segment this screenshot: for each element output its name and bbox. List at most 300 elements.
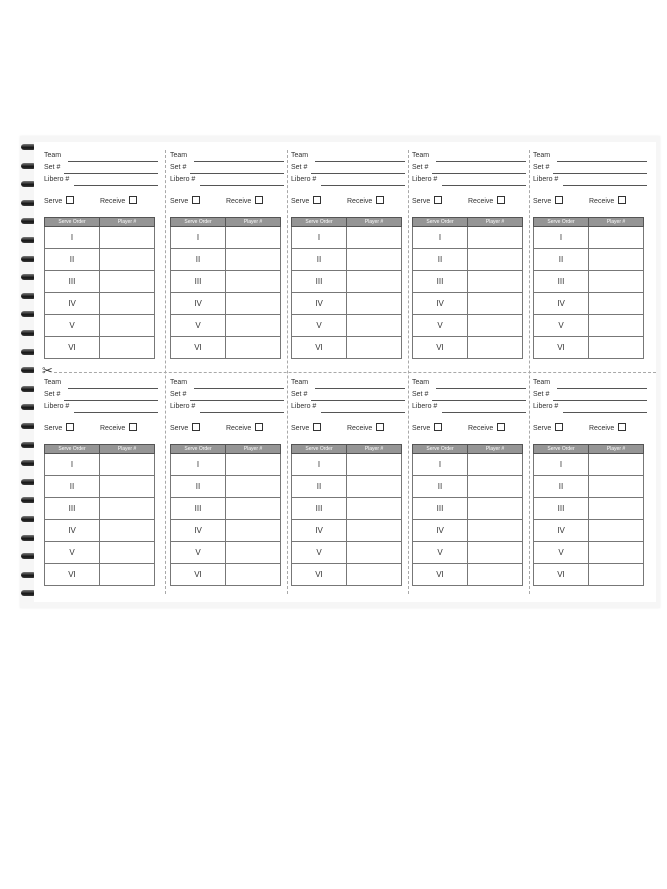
player-number-cell[interactable] bbox=[468, 454, 523, 476]
serve-order-table bbox=[291, 444, 402, 586]
rotation-number: III bbox=[292, 498, 347, 520]
player-number-cell[interactable] bbox=[589, 315, 644, 337]
table-header-row bbox=[292, 218, 402, 227]
receive-checkbox[interactable] bbox=[497, 423, 505, 431]
lineup-card bbox=[44, 152, 156, 364]
table-row bbox=[534, 315, 644, 337]
team-field-input-line[interactable] bbox=[315, 388, 405, 389]
serve-order-table bbox=[291, 217, 402, 359]
rotation-number: IV bbox=[413, 520, 468, 542]
serve-checkbox[interactable] bbox=[66, 423, 74, 431]
serve-order-header: Serve Order bbox=[171, 445, 226, 454]
team-field-label: Team bbox=[291, 379, 309, 386]
player-number-header: Player # bbox=[347, 445, 402, 454]
libero-field-input-line[interactable] bbox=[74, 412, 158, 413]
serve-option bbox=[170, 423, 200, 432]
player-number-cell[interactable] bbox=[100, 249, 155, 271]
rotation-number: III bbox=[534, 271, 589, 293]
libero-field bbox=[170, 176, 284, 186]
rotation-number: III bbox=[171, 271, 226, 293]
team-field-label: Team bbox=[533, 379, 551, 386]
receive-option bbox=[347, 196, 384, 205]
rotation-number: IV bbox=[171, 293, 226, 315]
serve-option bbox=[291, 423, 321, 432]
player-number-cell[interactable] bbox=[100, 293, 155, 315]
player-number-cell[interactable] bbox=[589, 337, 644, 359]
libero-field-label: Libero # bbox=[44, 403, 70, 410]
player-number-cell[interactable] bbox=[468, 271, 523, 293]
rotation-number: I bbox=[171, 454, 226, 476]
serve-order-header: Serve Order bbox=[45, 218, 100, 227]
table-row bbox=[171, 249, 281, 271]
table-row bbox=[292, 564, 402, 586]
table-row bbox=[45, 249, 155, 271]
libero-field-input-line[interactable] bbox=[321, 412, 405, 413]
player-number-cell[interactable] bbox=[589, 271, 644, 293]
libero-field bbox=[44, 176, 158, 186]
table-row bbox=[45, 542, 155, 564]
serve-checkbox[interactable] bbox=[66, 196, 74, 204]
serve-order-header: Serve Order bbox=[292, 445, 347, 454]
serve-label: Serve bbox=[291, 425, 310, 432]
serve-option bbox=[533, 423, 563, 432]
player-number-cell[interactable] bbox=[589, 476, 644, 498]
serve-receive-options bbox=[533, 196, 647, 206]
team-field-label: Team bbox=[170, 152, 188, 159]
libero-field bbox=[291, 176, 405, 186]
set-field-input-line[interactable] bbox=[190, 173, 284, 174]
rotation-number: I bbox=[534, 454, 589, 476]
rotation-number: V bbox=[413, 315, 468, 337]
set-field-label: Set # bbox=[44, 391, 61, 398]
rotation-number: III bbox=[45, 271, 100, 293]
table-row bbox=[534, 271, 644, 293]
player-number-cell[interactable] bbox=[589, 227, 644, 249]
serve-option bbox=[44, 423, 74, 432]
player-number-cell[interactable] bbox=[226, 498, 281, 520]
set-field-input-line[interactable] bbox=[553, 400, 647, 401]
receive-option bbox=[347, 423, 384, 432]
serve-option bbox=[533, 196, 563, 205]
libero-field-input-line[interactable] bbox=[442, 185, 526, 186]
receive-option bbox=[468, 423, 505, 432]
libero-field-input-line[interactable] bbox=[200, 185, 284, 186]
table-row bbox=[45, 520, 155, 542]
serve-order-table bbox=[412, 217, 523, 359]
receive-checkbox[interactable] bbox=[497, 196, 505, 204]
receive-label: Receive bbox=[589, 198, 615, 205]
serve-checkbox[interactable] bbox=[434, 196, 442, 204]
team-field bbox=[170, 152, 284, 162]
lineup-card bbox=[412, 379, 524, 591]
libero-field-label: Libero # bbox=[412, 403, 438, 410]
table-row bbox=[171, 520, 281, 542]
player-number-header: Player # bbox=[468, 445, 523, 454]
serve-order-table bbox=[533, 217, 644, 359]
serve-option bbox=[412, 423, 442, 432]
set-field-label: Set # bbox=[412, 164, 429, 171]
libero-field-input-line[interactable] bbox=[563, 412, 647, 413]
receive-checkbox[interactable] bbox=[376, 196, 384, 204]
rotation-number: I bbox=[171, 227, 226, 249]
team-field-input-line[interactable] bbox=[68, 388, 158, 389]
table-row bbox=[45, 227, 155, 249]
libero-field-input-line[interactable] bbox=[442, 412, 526, 413]
team-field-label: Team bbox=[291, 152, 309, 159]
rotation-number: VI bbox=[45, 337, 100, 359]
set-field bbox=[44, 391, 158, 401]
rotation-number: V bbox=[534, 542, 589, 564]
serve-receive-options bbox=[412, 196, 526, 206]
player-number-header: Player # bbox=[589, 218, 644, 227]
receive-checkbox[interactable] bbox=[129, 423, 137, 431]
table-row bbox=[413, 542, 523, 564]
serve-order-header: Serve Order bbox=[534, 218, 589, 227]
receive-checkbox[interactable] bbox=[618, 423, 626, 431]
table-row bbox=[45, 454, 155, 476]
serve-order-header: Serve Order bbox=[45, 445, 100, 454]
libero-field-label: Libero # bbox=[412, 176, 438, 183]
set-field bbox=[291, 391, 405, 401]
rotation-number: IV bbox=[45, 293, 100, 315]
rotation-number: III bbox=[292, 271, 347, 293]
table-row bbox=[413, 520, 523, 542]
rotation-number: IV bbox=[534, 293, 589, 315]
set-field-input-line[interactable] bbox=[64, 400, 158, 401]
set-field-input-line[interactable] bbox=[432, 400, 526, 401]
serve-order-table bbox=[533, 444, 644, 586]
rotation-number: V bbox=[292, 315, 347, 337]
player-number-cell[interactable] bbox=[100, 542, 155, 564]
player-number-cell[interactable] bbox=[100, 520, 155, 542]
receive-checkbox[interactable] bbox=[129, 196, 137, 204]
set-field bbox=[412, 391, 526, 401]
serve-receive-options bbox=[44, 196, 158, 206]
team-field-input-line[interactable] bbox=[436, 161, 526, 162]
player-number-cell[interactable] bbox=[347, 293, 402, 315]
table-header-row bbox=[171, 445, 281, 454]
table-header-row bbox=[413, 218, 523, 227]
serve-checkbox[interactable] bbox=[434, 423, 442, 431]
libero-field bbox=[291, 403, 405, 413]
libero-field-input-line[interactable] bbox=[563, 185, 647, 186]
player-number-cell[interactable] bbox=[589, 293, 644, 315]
table-row bbox=[413, 227, 523, 249]
serve-receive-options bbox=[412, 423, 526, 433]
serve-label: Serve bbox=[291, 198, 310, 205]
player-number-cell[interactable] bbox=[347, 542, 402, 564]
lineup-card bbox=[533, 152, 645, 364]
notebook bbox=[20, 136, 660, 608]
serve-checkbox[interactable] bbox=[313, 423, 321, 431]
rotation-number: II bbox=[45, 476, 100, 498]
team-field-input-line[interactable] bbox=[315, 161, 405, 162]
receive-option bbox=[589, 196, 626, 205]
serve-option bbox=[170, 196, 200, 205]
set-field-input-line[interactable] bbox=[190, 400, 284, 401]
set-field bbox=[291, 164, 405, 174]
player-number-cell[interactable] bbox=[100, 476, 155, 498]
team-field-input-line[interactable] bbox=[557, 161, 647, 162]
rotation-number: II bbox=[171, 476, 226, 498]
table-header-row bbox=[292, 445, 402, 454]
team-field bbox=[412, 152, 526, 162]
rotation-number: VI bbox=[534, 564, 589, 586]
player-number-cell[interactable] bbox=[468, 476, 523, 498]
player-number-cell[interactable] bbox=[347, 454, 402, 476]
rotation-number: VI bbox=[171, 337, 226, 359]
rotation-number: V bbox=[413, 542, 468, 564]
table-row bbox=[413, 476, 523, 498]
table-row bbox=[534, 337, 644, 359]
player-number-cell[interactable] bbox=[589, 498, 644, 520]
player-number-cell[interactable] bbox=[589, 564, 644, 586]
team-field-label: Team bbox=[412, 379, 430, 386]
rotation-number: IV bbox=[292, 293, 347, 315]
set-field-input-line[interactable] bbox=[432, 173, 526, 174]
rotation-number: I bbox=[45, 454, 100, 476]
player-number-cell[interactable] bbox=[347, 227, 402, 249]
table-header-row bbox=[171, 218, 281, 227]
rotation-number: I bbox=[292, 454, 347, 476]
table-row bbox=[413, 337, 523, 359]
libero-field-input-line[interactable] bbox=[74, 185, 158, 186]
set-field bbox=[44, 164, 158, 174]
set-field-label: Set # bbox=[412, 391, 429, 398]
table-header-row bbox=[45, 218, 155, 227]
player-number-cell[interactable] bbox=[226, 476, 281, 498]
player-number-cell[interactable] bbox=[100, 315, 155, 337]
serve-label: Serve bbox=[412, 425, 431, 432]
player-number-cell[interactable] bbox=[226, 271, 281, 293]
rotation-number: V bbox=[292, 542, 347, 564]
player-number-cell[interactable] bbox=[226, 564, 281, 586]
receive-checkbox[interactable] bbox=[255, 196, 263, 204]
player-number-cell[interactable] bbox=[100, 454, 155, 476]
serve-receive-options bbox=[533, 423, 647, 433]
receive-option bbox=[226, 196, 263, 205]
team-field-input-line[interactable] bbox=[436, 388, 526, 389]
receive-label: Receive bbox=[100, 425, 126, 432]
table-header-row bbox=[534, 445, 644, 454]
libero-field-input-line[interactable] bbox=[321, 185, 405, 186]
table-row bbox=[171, 227, 281, 249]
receive-checkbox[interactable] bbox=[376, 423, 384, 431]
rotation-number: VI bbox=[413, 337, 468, 359]
team-field-input-line[interactable] bbox=[194, 161, 284, 162]
serve-receive-options bbox=[291, 196, 405, 206]
receive-option bbox=[589, 423, 626, 432]
set-field-label: Set # bbox=[291, 164, 308, 171]
player-number-cell[interactable] bbox=[589, 249, 644, 271]
player-number-cell[interactable] bbox=[226, 520, 281, 542]
player-number-cell[interactable] bbox=[589, 520, 644, 542]
rotation-number: IV bbox=[413, 293, 468, 315]
player-number-cell[interactable] bbox=[468, 227, 523, 249]
serve-label: Serve bbox=[170, 198, 189, 205]
team-field-input-line[interactable] bbox=[68, 161, 158, 162]
serve-receive-options bbox=[170, 196, 284, 206]
player-number-cell[interactable] bbox=[468, 564, 523, 586]
rotation-number: I bbox=[413, 454, 468, 476]
player-number-cell[interactable] bbox=[347, 315, 402, 337]
set-field-input-line[interactable] bbox=[553, 173, 647, 174]
serve-label: Serve bbox=[44, 425, 63, 432]
serve-checkbox[interactable] bbox=[192, 423, 200, 431]
player-number-cell[interactable] bbox=[226, 293, 281, 315]
team-field-label: Team bbox=[44, 152, 62, 159]
receive-label: Receive bbox=[100, 198, 126, 205]
player-number-cell[interactable] bbox=[226, 542, 281, 564]
player-number-cell[interactable] bbox=[100, 498, 155, 520]
serve-checkbox[interactable] bbox=[192, 196, 200, 204]
serve-receive-options bbox=[170, 423, 284, 433]
team-field-input-line[interactable] bbox=[557, 388, 647, 389]
player-number-cell[interactable] bbox=[347, 498, 402, 520]
player-number-cell[interactable] bbox=[468, 498, 523, 520]
serve-order-table bbox=[412, 444, 523, 586]
player-number-cell[interactable] bbox=[226, 227, 281, 249]
libero-field-label: Libero # bbox=[170, 403, 196, 410]
receive-label: Receive bbox=[347, 425, 373, 432]
libero-field bbox=[412, 176, 526, 186]
player-number-cell[interactable] bbox=[468, 337, 523, 359]
rotation-number: V bbox=[45, 315, 100, 337]
team-field bbox=[533, 379, 647, 389]
table-row bbox=[534, 293, 644, 315]
rotation-number: V bbox=[45, 542, 100, 564]
table-row bbox=[171, 337, 281, 359]
player-number-header: Player # bbox=[226, 218, 281, 227]
serve-label: Serve bbox=[533, 425, 552, 432]
table-row bbox=[292, 249, 402, 271]
serve-checkbox[interactable] bbox=[555, 196, 563, 204]
table-row bbox=[413, 249, 523, 271]
player-number-cell[interactable] bbox=[347, 249, 402, 271]
set-field bbox=[533, 391, 647, 401]
set-field-label: Set # bbox=[533, 164, 550, 171]
player-number-cell[interactable] bbox=[226, 249, 281, 271]
receive-checkbox[interactable] bbox=[255, 423, 263, 431]
rotation-number: VI bbox=[292, 564, 347, 586]
rotation-number: II bbox=[413, 249, 468, 271]
table-row bbox=[171, 315, 281, 337]
serve-checkbox[interactable] bbox=[313, 196, 321, 204]
player-number-cell[interactable] bbox=[589, 542, 644, 564]
player-number-cell[interactable] bbox=[100, 337, 155, 359]
player-number-cell[interactable] bbox=[100, 564, 155, 586]
table-row bbox=[534, 542, 644, 564]
team-field bbox=[170, 379, 284, 389]
player-number-cell[interactable] bbox=[347, 337, 402, 359]
player-number-cell[interactable] bbox=[468, 249, 523, 271]
table-row bbox=[292, 337, 402, 359]
player-number-cell[interactable] bbox=[347, 271, 402, 293]
table-row bbox=[171, 454, 281, 476]
set-field-input-line[interactable] bbox=[64, 173, 158, 174]
libero-field-input-line[interactable] bbox=[200, 412, 284, 413]
player-number-header: Player # bbox=[100, 445, 155, 454]
set-field-input-line[interactable] bbox=[311, 400, 405, 401]
cut-line-horizontal bbox=[54, 372, 656, 373]
rotation-number: V bbox=[534, 315, 589, 337]
libero-field-label: Libero # bbox=[170, 176, 196, 183]
libero-field-label: Libero # bbox=[533, 176, 559, 183]
receive-label: Receive bbox=[226, 198, 252, 205]
player-number-cell[interactable] bbox=[347, 520, 402, 542]
receive-checkbox[interactable] bbox=[618, 196, 626, 204]
lineup-card bbox=[170, 152, 282, 364]
receive-option bbox=[100, 196, 137, 205]
serve-label: Serve bbox=[170, 425, 189, 432]
player-number-cell[interactable] bbox=[347, 564, 402, 586]
receive-label: Receive bbox=[226, 425, 252, 432]
rotation-number: V bbox=[171, 542, 226, 564]
table-row bbox=[413, 315, 523, 337]
table-row bbox=[292, 454, 402, 476]
table-row bbox=[413, 293, 523, 315]
table-row bbox=[45, 271, 155, 293]
player-number-cell[interactable] bbox=[468, 542, 523, 564]
team-field bbox=[412, 379, 526, 389]
set-field bbox=[412, 164, 526, 174]
set-field-input-line[interactable] bbox=[311, 173, 405, 174]
player-number-cell[interactable] bbox=[100, 227, 155, 249]
libero-field bbox=[533, 403, 647, 413]
table-row bbox=[534, 454, 644, 476]
player-number-cell[interactable] bbox=[347, 476, 402, 498]
table-row bbox=[534, 227, 644, 249]
rotation-number: II bbox=[171, 249, 226, 271]
table-row bbox=[534, 249, 644, 271]
table-row bbox=[171, 564, 281, 586]
serve-order-header: Serve Order bbox=[292, 218, 347, 227]
libero-field bbox=[412, 403, 526, 413]
player-number-cell[interactable] bbox=[100, 271, 155, 293]
player-number-cell[interactable] bbox=[589, 454, 644, 476]
team-field-input-line[interactable] bbox=[194, 388, 284, 389]
player-number-cell[interactable] bbox=[468, 315, 523, 337]
table-row bbox=[292, 542, 402, 564]
table-row bbox=[45, 293, 155, 315]
player-number-cell[interactable] bbox=[226, 315, 281, 337]
rotation-number: III bbox=[45, 498, 100, 520]
rotation-number: III bbox=[413, 498, 468, 520]
player-number-cell[interactable] bbox=[468, 520, 523, 542]
table-row bbox=[171, 293, 281, 315]
player-number-cell[interactable] bbox=[468, 293, 523, 315]
serve-order-table bbox=[44, 217, 155, 359]
rotation-number: VI bbox=[534, 337, 589, 359]
serve-label: Serve bbox=[533, 198, 552, 205]
team-field bbox=[533, 152, 647, 162]
lineup-card bbox=[291, 152, 403, 364]
set-field bbox=[533, 164, 647, 174]
player-number-header: Player # bbox=[347, 218, 402, 227]
lineup-card bbox=[412, 152, 524, 364]
rotation-number: VI bbox=[413, 564, 468, 586]
player-number-cell[interactable] bbox=[226, 337, 281, 359]
serve-checkbox[interactable] bbox=[555, 423, 563, 431]
player-number-cell[interactable] bbox=[226, 454, 281, 476]
table-row bbox=[171, 498, 281, 520]
player-number-header: Player # bbox=[100, 218, 155, 227]
team-field-label: Team bbox=[44, 379, 62, 386]
rotation-number: II bbox=[413, 476, 468, 498]
table-row bbox=[292, 476, 402, 498]
serve-option bbox=[291, 196, 321, 205]
team-field bbox=[291, 379, 405, 389]
